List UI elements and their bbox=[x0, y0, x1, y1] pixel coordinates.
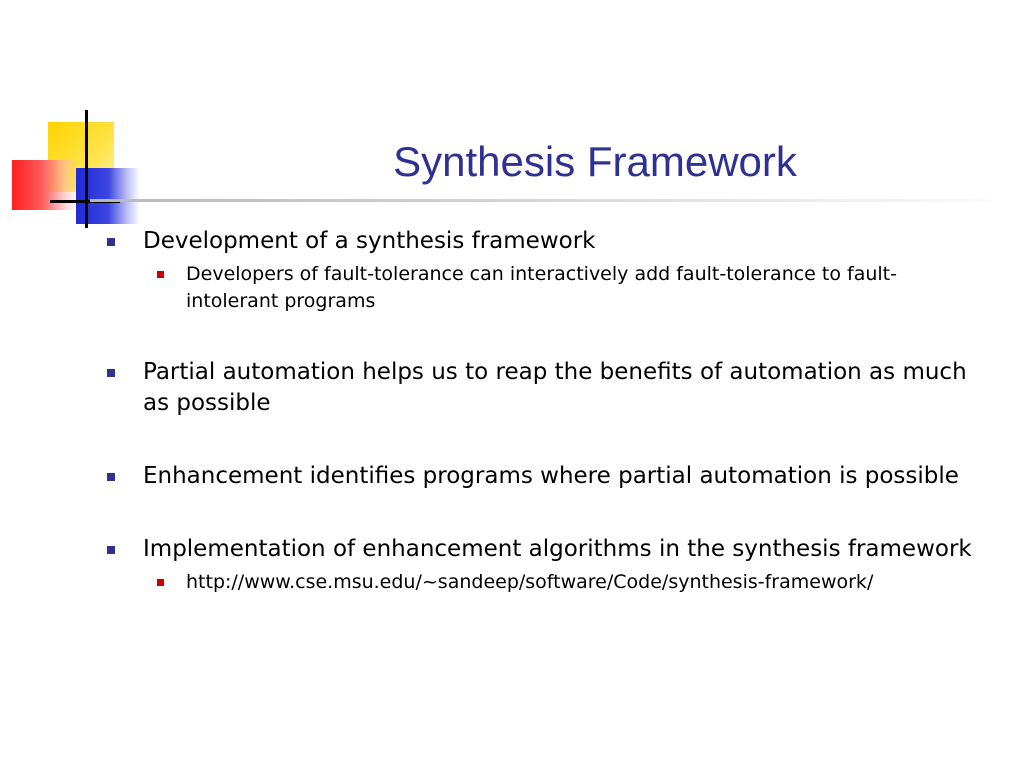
bullet-item bbox=[100, 357, 980, 419]
bullet-item bbox=[100, 461, 980, 492]
square-bullet-icon bbox=[107, 238, 115, 246]
sub-bullet-item bbox=[100, 261, 980, 315]
slide-body bbox=[100, 226, 980, 596]
bullet-text: Development of a synthesis framework bbox=[143, 228, 596, 254]
logo-vertical-line bbox=[85, 110, 88, 228]
bullet-text: Enhancement identifies programs where partial automation is possible bbox=[143, 463, 959, 489]
square-bullet-icon bbox=[157, 271, 164, 278]
square-bullet-icon bbox=[107, 473, 115, 481]
bullet-text: Partial automation helps us to reap the benefits of automation as much as possible bbox=[143, 359, 967, 416]
sub-bullet-item bbox=[100, 569, 980, 596]
title-divider bbox=[90, 199, 990, 202]
url-link[interactable]: http://www.cse.msu.edu/~sandeep/software/Code/synthesis-framework/ bbox=[186, 571, 874, 593]
bullet-item bbox=[100, 534, 980, 565]
square-bullet-icon bbox=[157, 579, 164, 586]
decorative-logo bbox=[0, 0, 160, 240]
bullet-item bbox=[100, 226, 980, 257]
square-bullet-icon bbox=[107, 369, 115, 377]
sub-bullet-text: Developers of fault-tolerance can interactively add fault-tolerance to fault-intolerant programs bbox=[186, 263, 897, 312]
slide-title: Synthesis Framework bbox=[393, 138, 797, 185]
bullet-text: Implementation of enhancement algorithms in the synthesis framework bbox=[143, 536, 972, 562]
square-bullet-icon bbox=[107, 546, 115, 554]
